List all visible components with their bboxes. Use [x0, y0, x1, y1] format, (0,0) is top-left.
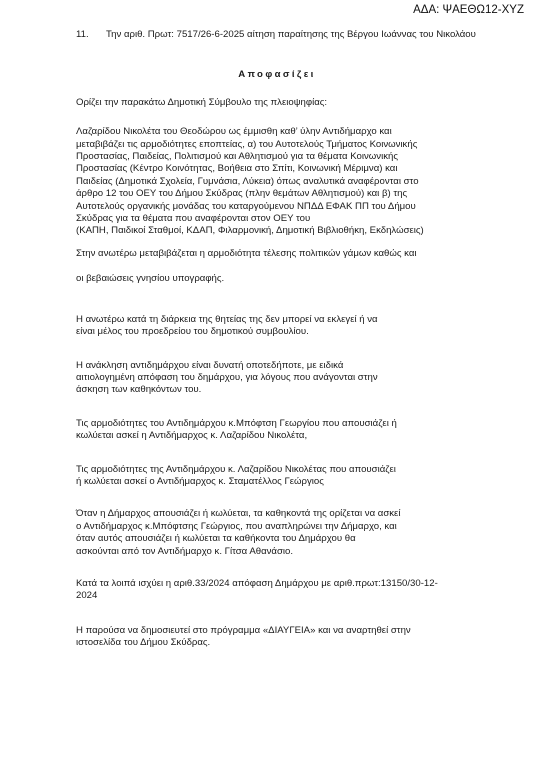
deputy-mayor-assignment-paragraph [76, 126, 478, 238]
text-line: (ΚΑΠΗ, Παιδικοί Σταθμοί, ΚΔΑΠ, Φιλαρμονική, Δημοτική Βιβλιοθήκη, Εκδηλώσεις) [76, 225, 424, 237]
substitution-paragraph-2 [76, 464, 478, 489]
text-line: ιστοσελίδα του Δήμου Σκύδρας. [76, 637, 211, 649]
text-line: όταν αυτός απουσιάζει ή κωλύεται τα καθήκοντα του Δημάρχου θα [76, 533, 356, 545]
revocation-paragraph [76, 360, 478, 397]
text-line: Παιδείας (Δημοτικά Σχολεία, Γυμνάσια, Λύκεια) όπως αναλυτικά αναφέρονται στο [76, 175, 419, 187]
council-presidium-paragraph [76, 314, 478, 339]
substitution-paragraph-1 [76, 418, 478, 443]
text-line: ασκούνται από τον Αντιδήμαρχο κ. Γίτσα Αθανάσιο. [76, 545, 294, 557]
text-line: Τις αρμοδιότητες του Αντιδημάρχου κ.Μπόφτση Γεωργίου που απουσιάζει ή [76, 417, 397, 429]
mayor-substitution-paragraph [76, 508, 478, 558]
signature-certification-paragraph: οι βεβαιώσεις γνησίου υπογραφής. [76, 273, 225, 285]
item-11 [76, 29, 478, 41]
ada-code: ΑΔΑ: ΨΑΕΘΩ12-ΧΥΖ [413, 4, 524, 16]
text-line: Προστασίας, Παιδείας, Πολιτισμού και Αθλητισμού για τα θέματα Κοινωνικής [76, 151, 398, 163]
text-line: είναι μέλος του προεδρείου του δημοτικού συμβουλίου. [76, 326, 309, 338]
text-line: Όταν η Δήμαρχος απουσιάζει ή κωλύεται, τα καθηκοντά της ορίζεται να ασκεί [76, 508, 401, 520]
publication-paragraph [76, 625, 478, 650]
text-line: άρθρο 12 του ΟΕΥ του Δήμου Σκύδρας (πλην θεμάτων Αθλητισμού) και β) της [76, 188, 408, 200]
text-line: Κατά τα λοιπά ισχύει η αριθ.33/2024 απόφαση Δημάρχου με αριθ.πρωτ:13150/30-12- [76, 577, 438, 589]
civil-marriage-paragraph: Στην ανωτέρω μεταβιβάζεται η αρμοδιότητα τέλεσης πολιτικών γάμων καθώς και [76, 247, 417, 259]
text-line: Τις αρμοδιότητες της Αντιδημάρχου κ. Λαζαρίδου Νικολέτας που απουσιάζει [76, 463, 396, 475]
decision-heading: Αποφασίζει [238, 69, 316, 81]
text-line: 2024 [76, 590, 98, 602]
text-line: μεταβιβάζει τις αρμοδιότητες εποπτείας, α) του Αυτοτελούς Τμήματος Κοινωνικής [76, 138, 418, 150]
previous-decision-paragraph [76, 578, 478, 603]
text-line: αιτιολογημένη απόφαση του δημάρχου, για λόγους που ανάγονται στην [76, 371, 378, 383]
text-line: Προστασίας (Κέντρο Κοινότητας, Βοήθεια στο Σπίτι, Κοινωνική Μέριμνα) και [76, 163, 398, 175]
item-number: 11. [76, 29, 89, 40]
text-line: κωλύεται ασκεί η Αντιδήμαρχος κ. Λαζαρίδου Νικολέτα, [76, 430, 308, 442]
text-line: Η παρούσα να δημοσιευτεί στο πρόγραμμα «ΔΙΑΥΓΕΙΑ» και να αναρτηθεί στην [76, 624, 411, 636]
intro-paragraph: Ορίζει την παρακάτω Δημοτική Σύμβουλο της πλειοψηφίας: [76, 96, 328, 108]
text-line: ή κωλύεται ασκεί ο Αντιδήμαρχος κ. Σταματέλλος Γεώργιος [76, 475, 324, 487]
text-line: Αυτοτελούς οργανικής μονάδας του καταργούμενου ΝΠΔΔ ΕΦΑΚ ΠΠ του Δήμου [76, 200, 416, 212]
text-line: άσκηση των καθηκόντων του. [76, 384, 202, 396]
text-line: Η ανάκληση αντιδημάρχου είναι δυνατή οποτεδήποτε, με ειδικά [76, 359, 344, 371]
text-line: Η ανωτέρω κατά τη διάρκεια της θητείας της δεν μπορεί να εκλεγεί ή να [76, 313, 378, 325]
text-line: ο Αντιδήμαρχος κ.Μπόφτσης Γεώργιος, που αναπληρώνει την Δήμαρχο, και [76, 520, 397, 532]
document-body [76, 29, 478, 650]
text-line: Σκύδρας για τα θέματα που αναφέρονται στον ΟΕΥ του [76, 213, 311, 225]
text-line: Λαζαρίδου Νικολέτα του Θεοδώρου ως έμμισθη καθ’ ύλην Αντιδήμαρχο και [76, 126, 392, 138]
item-text: Την αριθ. Πρωτ: 7517/26-6-2025 αίτηση παραίτησης της Βέργου Ιωάννας του Νικολάου [106, 29, 476, 40]
